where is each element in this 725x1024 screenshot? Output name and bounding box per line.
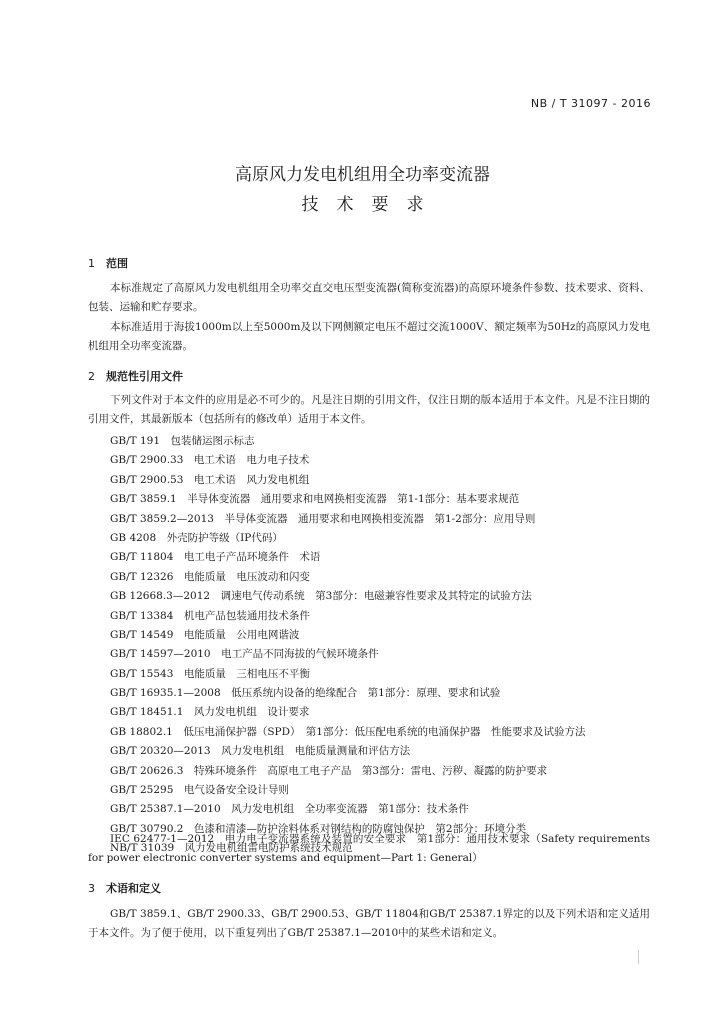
section-2-intro: 下列文件对于本文件的应用是必不可少的。凡是注日期的引用文件，仅注日期的版本适用于本文件。凡是不注日期的引用文件，其最新版本（包括所有的修改单）适用于本文件。	[88, 394, 650, 425]
reference-item: GB/T 13384 机电产品包装通用技术条件	[110, 609, 310, 622]
reference-item: GB/T 20320—2013 风力发电机组 电能质量测量和评估方法	[110, 745, 411, 758]
reference-list	[110, 432, 585, 859]
reference-item-iec: IEC 62477-1—2012 电力电子变流器系统及装置的安全要求 第1部分：通用技术要求（Safety requirements for power electronic converter systems and equipment—Part 1: General）	[88, 833, 650, 864]
section-number: 3	[88, 882, 95, 895]
standard-code: NB / T 31097 - 2016	[530, 97, 651, 110]
section-1-heading	[88, 255, 128, 271]
reference-item: GB 4208 外壳防护等级（IP代码）	[110, 531, 283, 544]
section-number: 1	[88, 257, 95, 270]
reference-item: GB 18802.1 低压电涌保护器（SPD） 第1部分：低压配电系统的电涌保护器 性能要求及试验方法	[110, 725, 586, 738]
section-title: 术语和定义	[106, 882, 161, 895]
scan-mark	[638, 950, 639, 964]
reference-item: GB/T 25387.1—2010 风力发电机组 全功率变流器 第1部分：技术条件	[110, 803, 469, 816]
reference-item: GB/T 11804 电工电子产品环境条件 术语	[110, 551, 321, 564]
reference-item: GB/T 30790.2 色漆和清漆—防护涂料体系对钢结构的防腐蚀保护 第2部分：环境分类	[110, 822, 527, 835]
reference-item: GB 12668.3—2012 调速电气传动系统 第3部分：电磁兼容性要求及其特定的试验方法	[110, 590, 532, 603]
reference-item: GB/T 25295 电气设备安全设计导则	[110, 784, 289, 797]
section-2-heading	[88, 368, 183, 384]
reference-item: GB/T 18451.1 风力发电机组 设计要求	[110, 706, 310, 719]
reference-item: GB/T 2900.53 电工术语 风力发电机组	[110, 473, 310, 486]
document-title: 高原风力发电机组用全功率变流器	[235, 165, 490, 185]
reference-item: GB/T 14549 电能质量 公用电网谐波	[110, 628, 300, 641]
reference-item: GB/T 3859.1 半导体变流器 通用要求和电网换相变流器 第1-1部分：基本要求规范	[110, 493, 520, 506]
reference-item: GB/T 12326 电能质量 电压波动和闪变	[110, 570, 310, 583]
section-1-paragraph-1: 本标准规定了高原风力发电机组用全功率交直交电压型变流器(简称变流器)的高原环境条件参数、技术要求、资料、包装、运输和贮存要求。	[88, 282, 650, 313]
reference-item: GB/T 2900.33 电工术语 电力电子技术	[110, 454, 310, 467]
reference-item: GB/T 191 包装储运图示标志	[110, 435, 255, 447]
section-title: 规范性引用文件	[106, 370, 183, 383]
reference-item: GB/T 20626.3 特殊环境条件 高原电工电子产品 第3部分：雷电、污秽、凝露的防护要求	[110, 764, 548, 777]
reference-item: GB/T 14597—2010 电工产品不同海拔的气候环境条件	[110, 648, 379, 661]
reference-item: GB/T 16935.1—2008 低压系统内设备的绝缘配合 第1部分：原理、要求和试验	[110, 687, 501, 700]
section-title: 范围	[106, 257, 128, 270]
section-3-heading	[88, 880, 161, 896]
reference-item: GB/T 15543 电能质量 三相电压不平衡	[110, 667, 310, 680]
section-1-paragraph-2: 本标准适用于海拔1000m以上至5000m及以下网侧额定电压不超过交流1000V、额定频率为50Hz的高原风力发电机组用全功率变流器。	[88, 321, 650, 352]
reference-item: NB/T 31039 风力发电机组雷电防护系统技术规范	[110, 842, 353, 855]
section-number: 2	[88, 370, 95, 383]
reference-item: GB/T 3859.2—2013 半导体变流器 通用要求和电网换相变流器 第1-2部分：应用导则	[110, 512, 536, 525]
section-3-paragraph: GB/T 3859.1、GB/T 2900.33、GB/T 2900.53、GB/T 11804和GB/T 25387.1界定的以及下列术语和定义适用于本文件。为了便于使用，以下重复列出了GB/T 25387.1—2010中的某些术语和定义。	[88, 908, 650, 939]
document-subtitle: 技术要求	[301, 195, 442, 215]
